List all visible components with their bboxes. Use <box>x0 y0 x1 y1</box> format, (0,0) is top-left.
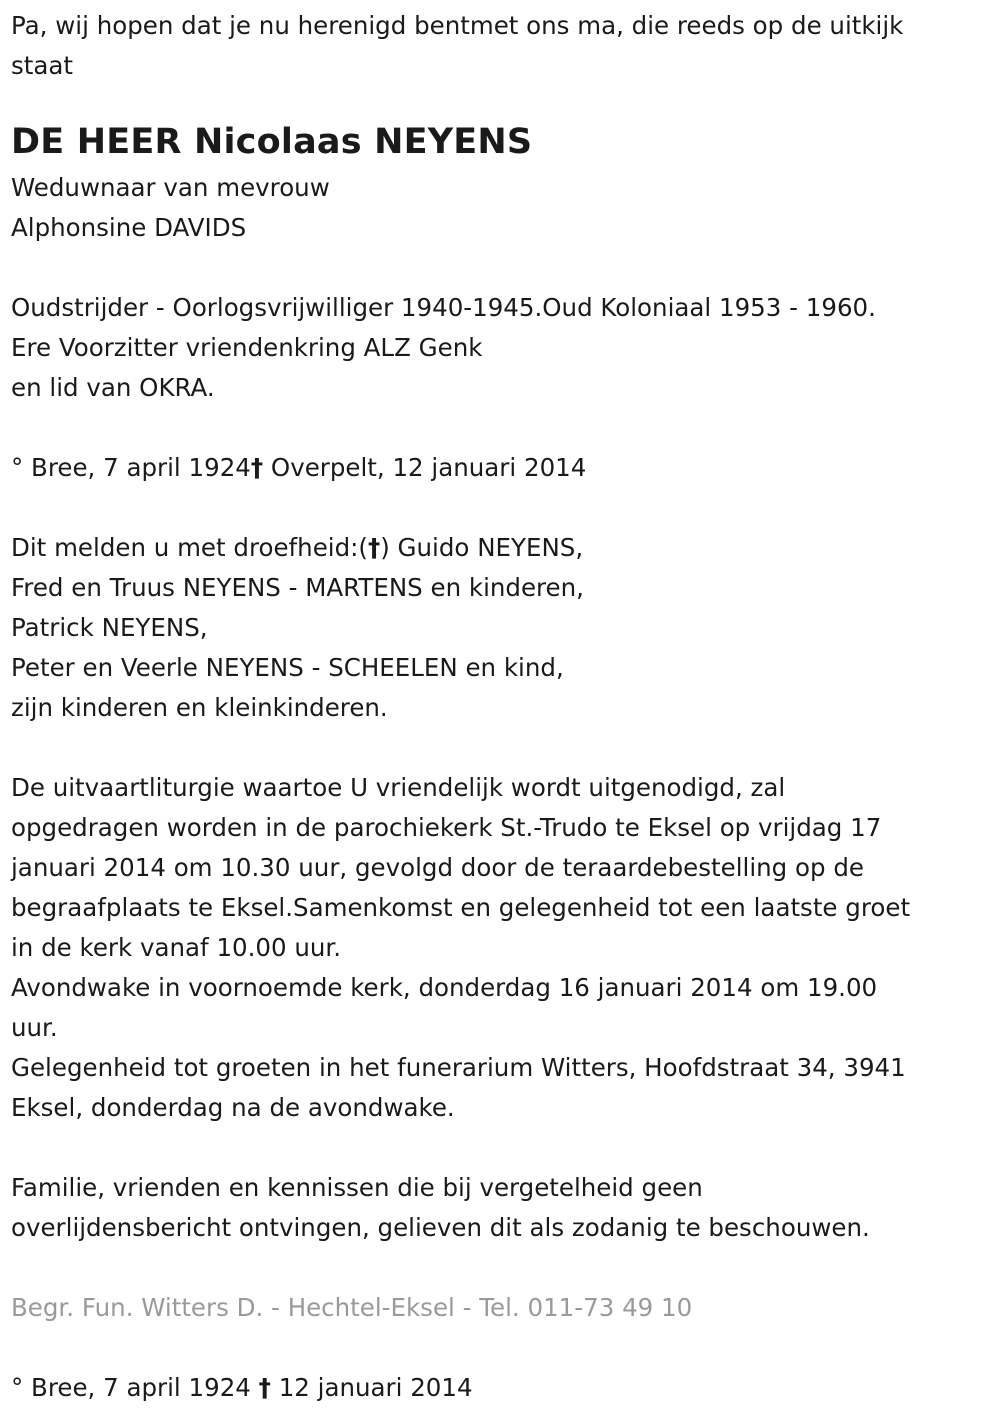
summary-birth: ° Bree, 7 april 1924 <box>11 1373 259 1402</box>
undertaker-info: Begr. Fun. Witters D. - Hechtel-Eksel - Tel. 011-73 49 10 <box>11 1293 693 1322</box>
deceased-name: DE HEER Nicolaas NEYENS <box>11 122 533 162</box>
family-announcement <box>11 528 996 728</box>
funeral-line-8: Gelegenheid tot groeten in het funerarium Witters, Hoofdstraat 34, 3941 <box>11 1053 906 1082</box>
obituary-document <box>11 6 996 1408</box>
funeral-line-2: opgedragen worden in de parochiekerk St.-Trudo te Eksel op vrijdag 17 <box>11 813 882 842</box>
spacer <box>11 488 996 528</box>
death-date: Overpelt, 12 januari 2014 <box>263 453 587 482</box>
spacer <box>11 248 996 288</box>
bio-line-2: Ere Voorzitter vriendenkring ALZ Genk <box>11 333 483 362</box>
family-intro: Dit melden u met droefheid:( <box>11 533 368 562</box>
spacer <box>11 1248 996 1288</box>
funeral-line-9: Eksel, donderdag na de avondwake. <box>11 1093 455 1122</box>
bio-line-1: Oudstrijder - Oorlogsvrijwilliger 1940-1945.Oud Koloniaal 1953 - 1960. <box>11 293 876 322</box>
biography <box>11 288 996 408</box>
status-line-1: Weduwnaar van mevrouw <box>11 173 330 202</box>
birth-date: ° Bree, 7 april 1924 <box>11 453 251 482</box>
funeral-line-7: uur. <box>11 1013 58 1042</box>
family-intro-after: ) Guido NEYENS, <box>380 533 584 562</box>
family-line-2: Fred en Truus NEYENS - MARTENS en kinderen, <box>11 573 584 602</box>
funeral-line-4: begraafplaats te Eksel.Samenkomst en gelegenheid tot een laatste groet <box>11 893 911 922</box>
birth-death-dates <box>11 448 996 488</box>
notice-line-1: Familie, vrienden en kennissen die bij vergetelheid geen <box>11 1173 703 1202</box>
quote-block <box>11 6 996 86</box>
cross-icon: † <box>258 1373 271 1402</box>
marital-status <box>11 168 996 248</box>
cross-icon: † <box>367 533 381 562</box>
quote-line-2: staat <box>11 51 74 80</box>
funeral-line-6: Avondwake in voornoemde kerk, donderdag 16 januari 2014 om 19.00 <box>11 973 878 1002</box>
status-line-2: Alphonsine DAVIDS <box>11 213 247 242</box>
family-line-4: Peter en Veerle NEYENS - SCHEELEN en kind, <box>11 653 564 682</box>
spacer <box>11 408 996 448</box>
family-line-1 <box>11 528 996 568</box>
cross-icon: † <box>250 453 264 482</box>
notice <box>11 1168 996 1248</box>
family-line-5: zijn kinderen en kleinkinderen. <box>11 693 388 722</box>
notice-line-2: overlijdensbericht ontvingen, gelieven dit als zodanig te beschouwen. <box>11 1213 870 1242</box>
quote-line-1: Pa, wij hopen dat je nu herenigd bentmet ons ma, die reeds op de uitkijk <box>11 11 904 40</box>
spacer <box>11 1328 996 1368</box>
summary-dates <box>11 1368 996 1408</box>
spacer <box>11 1128 996 1168</box>
funeral-line-3: januari 2014 om 10.30 uur, gevolgd door de teraardebestelling op de <box>11 853 864 882</box>
funeral-details <box>11 768 996 1128</box>
bio-line-3: en lid van OKRA. <box>11 373 215 402</box>
spacer <box>11 728 996 768</box>
family-line-3: Patrick NEYENS, <box>11 613 208 642</box>
summary-death: 12 januari 2014 <box>270 1373 473 1402</box>
funeral-line-5: in de kerk vanaf 10.00 uur. <box>11 933 342 962</box>
funeral-line-1: De uitvaartliturgie waartoe U vriendelijk wordt uitgenodigd, zal <box>11 773 786 802</box>
